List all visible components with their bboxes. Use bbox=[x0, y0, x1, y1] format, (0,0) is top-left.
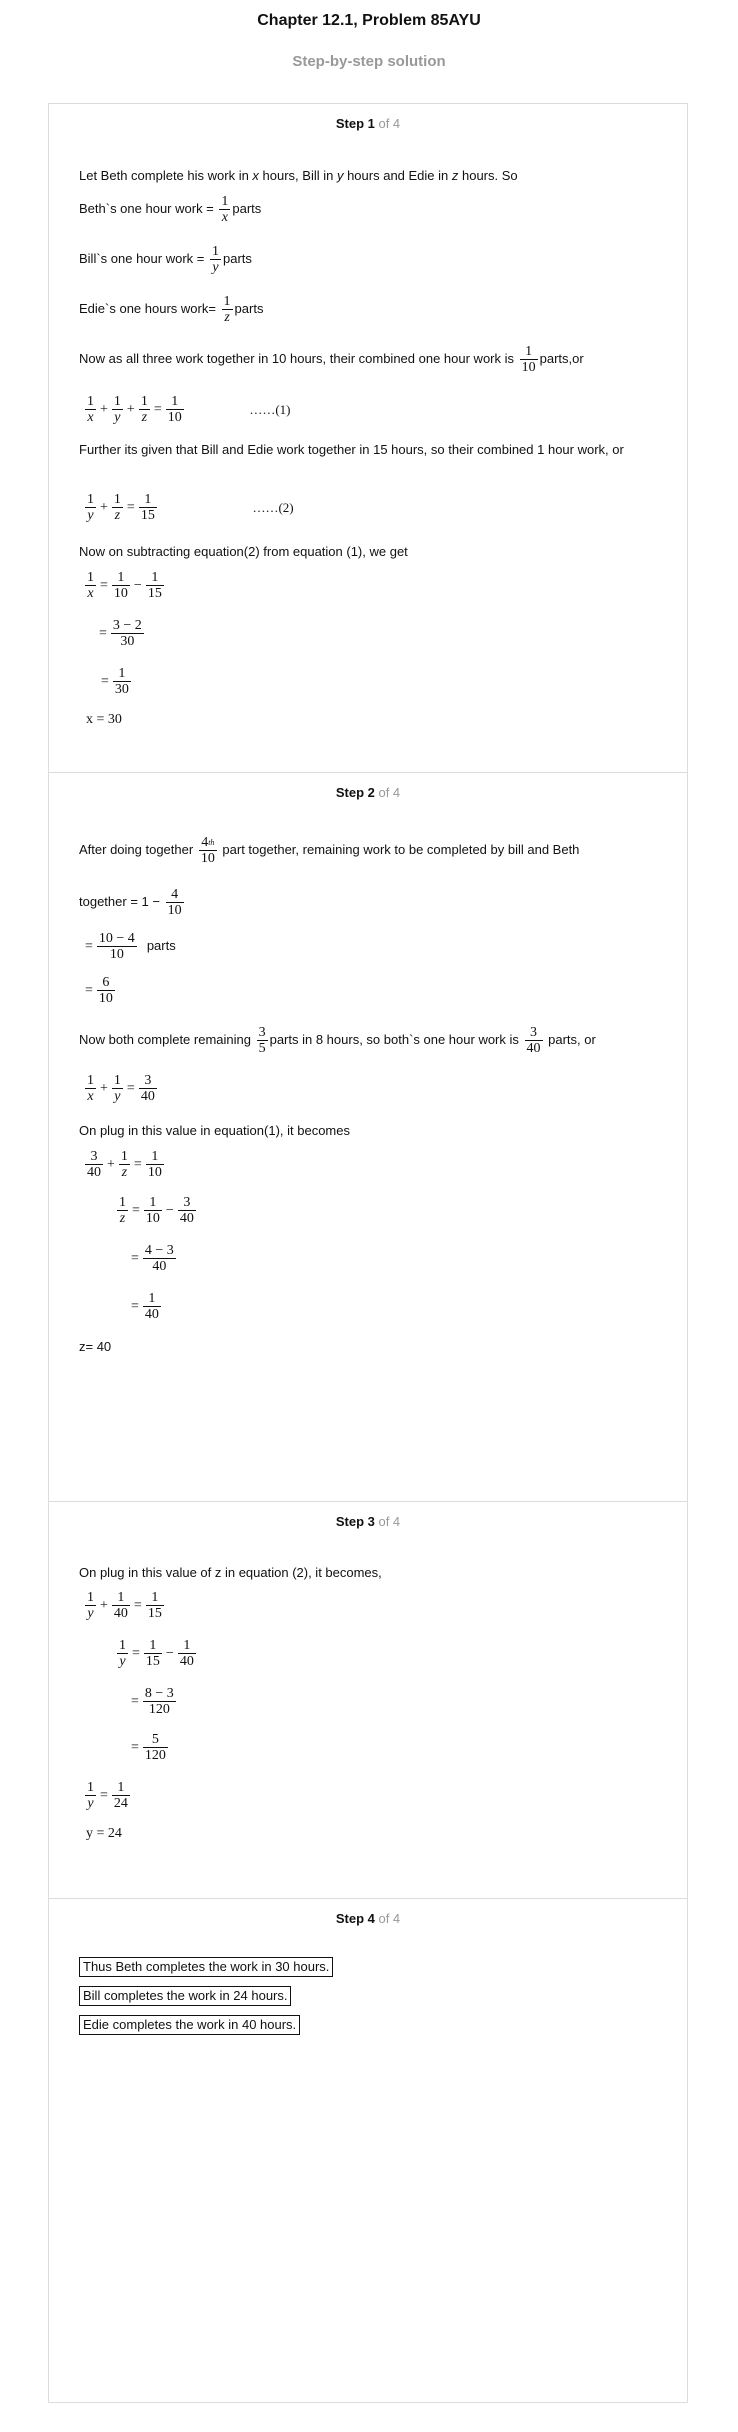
step-1-work-line-3: = $\frac{1}{30}$ bbox=[101, 666, 129, 697]
now-both-text: Now both complete remaining $\frac{3}{5}$ parts in 8 hours, so both`s one hour work is $\frac{3}{40}$ parts, or bbox=[79, 1025, 596, 1056]
step-3-work-line-2: $\frac{1}{y}$ = $\frac{1}{15}$ − $\frac{1}{40}$ bbox=[119, 1638, 194, 1669]
subtract-text: Now on subtracting equation(2) from equation (1), we get bbox=[79, 544, 408, 559]
step-2-heading bbox=[49, 785, 687, 800]
step-2-work-line-3: $\frac{3}{40}$ + $\frac{1}{z}$ = $\frac{1}{10}$ bbox=[87, 1149, 162, 1180]
step-2-label: Step 2 bbox=[335, 785, 375, 800]
step-2-work-line-5: = $\frac{4 - 3}{40}$ bbox=[131, 1243, 174, 1274]
step-3-work-line-5: $\frac{1}{y}$ = $\frac{1}{24}$ bbox=[87, 1780, 128, 1811]
step-3-work-line-4: = $\frac{5}{120}$ bbox=[131, 1732, 166, 1763]
step-3-work-line-1: $\frac{1}{y}$ + $\frac{1}{40}$ = $\frac{1}{15}$ bbox=[87, 1590, 162, 1621]
step-1-work-line-1: $\frac{1}{x}$ = $\frac{1}{10}$ − $\frac{1}{15}$ bbox=[87, 570, 162, 601]
answer-bill: Bill completes the work in 24 hours. bbox=[79, 1986, 291, 2006]
step-2-work-line-6: = $\frac{1}{40}$ bbox=[131, 1291, 159, 1322]
step-3-label: Step 3 bbox=[335, 1514, 375, 1529]
step-3-of: of 4 bbox=[374, 1514, 401, 1529]
step-4-of: of 4 bbox=[374, 1911, 401, 1926]
bill-one-hour-work: Bill`s one hour work = $\frac{1}{y}$ parts bbox=[79, 244, 252, 275]
step-2-plug-text: On plug in this value in equation(1), it becomes bbox=[79, 1123, 350, 1138]
further-text: Further its given that Bill and Edie work together in 15 hours, so their combined 1 hour work, or bbox=[79, 442, 624, 457]
page-title: Chapter 12.1, Problem 85AYU bbox=[257, 12, 481, 29]
step-3-plug-text: On plug in this value of z in equation (2), it becomes, bbox=[79, 1565, 382, 1580]
step-4-label: Step 4 bbox=[335, 1911, 375, 1926]
step-2-equation: $\frac{1}{x}$ + $\frac{1}{y}$ = $\frac{3}{40}$ bbox=[87, 1073, 155, 1104]
step-2 bbox=[49, 773, 687, 1501]
beth-one-hour-work: Beth`s one hour work = $\frac{1}{x}$ parts bbox=[79, 194, 262, 225]
step-3-heading bbox=[49, 1514, 687, 1529]
step-1 bbox=[49, 104, 687, 772]
equation-2: $\frac{1}{y}$ + $\frac{1}{z}$ = $\frac{1}{15}$ ……(2) bbox=[87, 492, 294, 523]
step-1-label: Step 1 bbox=[335, 116, 375, 131]
step-1-heading bbox=[49, 116, 687, 131]
answer-beth: Thus Beth completes the work in 30 hours. bbox=[79, 1957, 333, 1977]
step-2-work-line-1: = $\frac{10 - 4}{10}$ parts bbox=[85, 931, 176, 962]
step-1-result: x = 30 bbox=[86, 712, 122, 727]
step-1-intro: Let Beth complete his work in x hours, Bill in y hours and Edie in z hours. So bbox=[79, 168, 518, 183]
step-2-of: of 4 bbox=[374, 785, 401, 800]
step-2-result: z= 40 bbox=[79, 1339, 112, 1354]
after-doing-text: After doing together $\frac{4^{th}}{10}$ part together, remaining work to be completed by bill and Beth bbox=[79, 835, 580, 866]
step-4 bbox=[49, 1899, 687, 2399]
step-4-heading bbox=[49, 1911, 687, 1926]
together-line: together = 1 − $\frac{4}{10}$ bbox=[79, 887, 182, 918]
step-2-work-line-4: $\frac{1}{z}$ = $\frac{1}{10}$ − $\frac{3}{40}$ bbox=[119, 1195, 194, 1226]
step-3 bbox=[49, 1502, 687, 1898]
combined-work-text: Now as all three work together in 10 hours, their combined one hour work is $\frac{1}{10}$ parts,or bbox=[79, 344, 584, 375]
equation-1: $\frac{1}{x}$ + $\frac{1}{y}$ + $\frac{1}{z}$ = $\frac{1}{10}$ ……(1) bbox=[87, 394, 291, 425]
step-1-of: of 4 bbox=[374, 116, 401, 131]
step-3-work-line-3: = $\frac{8 - 3}{120}$ bbox=[131, 1686, 174, 1717]
step-1-work-line-2: = $\frac{3 - 2}{30}$ bbox=[99, 618, 142, 649]
solution-card bbox=[48, 103, 688, 2403]
step-3-result: y = 24 bbox=[86, 1826, 122, 1841]
edie-one-hour-work: Edie`s one hours work= $\frac{1}{z}$ parts bbox=[79, 294, 264, 325]
answer-edie: Edie completes the work in 40 hours. bbox=[79, 2015, 300, 2035]
step-2-work-line-2: = $\frac{6}{10}$ bbox=[85, 975, 113, 1006]
page-subtitle: Step-by-step solution bbox=[292, 53, 446, 70]
